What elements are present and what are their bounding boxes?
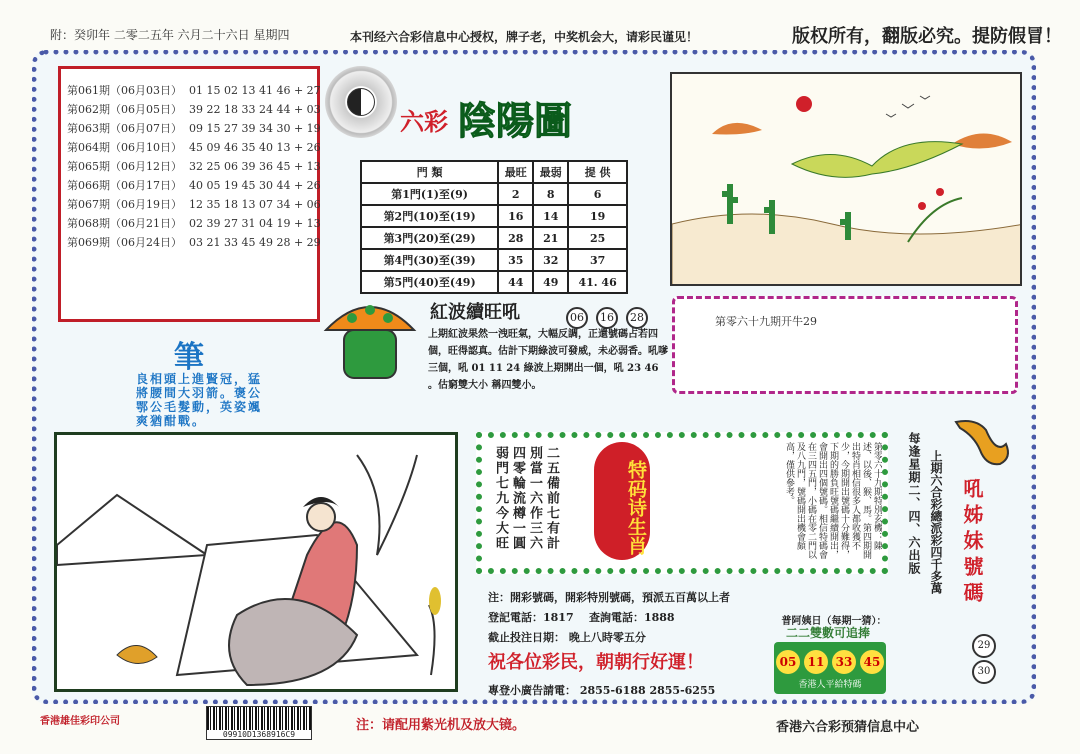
table-row: 第3門(20)至(29) 28 21 25	[361, 227, 627, 249]
guess-title: 普阿姨日（每期一猜）：	[781, 616, 887, 627]
table-row: 第5門(40)至(49) 44 49 41. 46	[361, 271, 627, 293]
history-row: 第066期（06月17日） 40 05 19 45 30 44 + 26	[67, 179, 321, 192]
draw-history	[58, 66, 320, 322]
publish-days: 每逢星期二、四、六出版	[907, 432, 921, 575]
logo-title: 陰陽圖	[458, 98, 573, 143]
number-ball: 16	[596, 307, 618, 329]
deadline: 截止投注日期： 晚上八時零五分	[488, 631, 646, 644]
history-row: 第067期（06月19日） 12 35 18 13 07 34 + 06	[67, 198, 321, 211]
red-wave-text: 上期紅波果然一洩旺氣，大幅反調，正還號碼占若四個，旺得認真。估計下期綠波可發威，未必弱香。吼嗲三個，吼 01 11 24 綠波上期開出一個，吼 23 46 。估窮雙大小 稱四雙小。	[428, 329, 668, 391]
bird-illustration	[670, 72, 1022, 286]
blessing: 祝各位彩民，朝朝行好運！	[488, 652, 704, 673]
barcode-number: 09910D1368916C9	[207, 730, 311, 739]
lady-illustration	[54, 432, 458, 692]
publisher: 香港六合彩预猜信息中心	[776, 720, 920, 735]
table-header: 門 類	[361, 161, 498, 183]
special-code-box	[476, 432, 888, 574]
table-header: 最弱	[533, 161, 568, 183]
number-ball: 45	[860, 650, 884, 674]
logo-small: 六彩	[400, 107, 448, 136]
guess-caption: 香港人平給特碼	[798, 680, 862, 690]
issue-date: 附：癸卯年 二零二五年 六月二十六日 星期四	[50, 28, 290, 42]
authorization-notice: 本刊经六合彩信息中心授权，牌子老，中奖机会大，请彩民谨见！	[350, 30, 699, 44]
yin-yang-icon	[325, 66, 397, 138]
guess-tagline: 二二雙數可追捧	[786, 626, 871, 640]
red-wave-title: 紅波續旺吼	[430, 302, 520, 323]
ad-line: 專登小廣告請電： 2855-6188 2855-6255	[488, 684, 716, 697]
copyright-notice: 版权所有，翻版必究。提防假冒！	[792, 26, 1062, 47]
special-poem: 二五備前七有計 別當一六作三六 四零輪流樽一圓 弱門七九今大旺	[493, 446, 559, 551]
number-ball: 06	[566, 307, 588, 329]
history-row: 第061期（06月03日） 01 15 02 13 41 46 + 27	[67, 84, 321, 97]
brush-char: 筆	[174, 340, 204, 375]
info-note: 注：開彩號碼，開彩特別號碼，預派五百萬以上者	[488, 591, 730, 604]
number-ball: 29	[972, 634, 996, 658]
brush-poem: 良相頭上進賢冠，猛將腰間大羽箭。褒公鄂公毛髮動，英姿颯爽猶酣戰。	[136, 372, 263, 428]
history-row: 第064期（06月10日） 45 09 46 35 40 13 + 26	[67, 141, 321, 154]
history-row: 第069期（06月24日） 03 21 33 45 49 28 + 29	[67, 236, 321, 249]
number-ball: 11	[804, 650, 828, 674]
special-badge: 特码诗生肖	[594, 442, 650, 560]
table-row: 第1門(1)至(9) 2 8 6	[361, 183, 627, 205]
guess-numbers	[774, 642, 886, 694]
printer-name: 香港雄佳彩印公司	[40, 716, 120, 727]
barcode	[206, 706, 312, 740]
info-block	[488, 588, 778, 648]
footer-note: 注：请配用紫光机及放大镜。	[356, 718, 526, 733]
history-row: 第068期（06月21日） 02 39 27 31 04 19 + 13	[67, 217, 321, 230]
history-row: 第063期（06月07日） 09 15 27 39 34 30 + 19	[67, 122, 321, 135]
phone-line: 登記電話：1817 查詢電話：1888	[488, 611, 675, 624]
door-table	[360, 160, 628, 294]
table-header: 最旺	[498, 161, 533, 183]
history-row: 第065期（06月12日） 32 25 06 39 36 45 + 13	[67, 160, 321, 173]
number-ball: 28	[626, 307, 648, 329]
saxophone-icon	[946, 414, 1016, 472]
table-row: 第2門(10)至(19) 16 14 19	[361, 205, 627, 227]
sisters-title: 吼姊妹號碼	[960, 478, 984, 608]
mushroom-icon	[322, 290, 418, 382]
last-payout: 上期六合彩總派彩四千多萬	[929, 450, 943, 594]
history-row: 第062期（06月05日） 39 22 18 33 24 44 + 03	[67, 103, 321, 116]
number-ball: 33	[832, 650, 856, 674]
table-header: 提 供	[568, 161, 627, 183]
special-text: 第零六十九期特別玄機：陳述、以後、猴、馬。第四期開出特肖相信很多人都收獲不少，今期開出號碼十分難得，下期的勝負旺號碼繼續開出，會開出四個號碼。相信特碼會在三四五門，小碼在零二門以及八九門，號碼開出機會頗高，僅供參考。	[784, 442, 882, 559]
number-ball: 30	[972, 660, 996, 684]
number-ball: 05	[776, 650, 800, 674]
pink-box-text: 第零六十九期开牛29	[715, 315, 817, 328]
pink-box	[672, 296, 1018, 394]
table-row: 第4門(30)至(39) 35 32 37	[361, 249, 627, 271]
